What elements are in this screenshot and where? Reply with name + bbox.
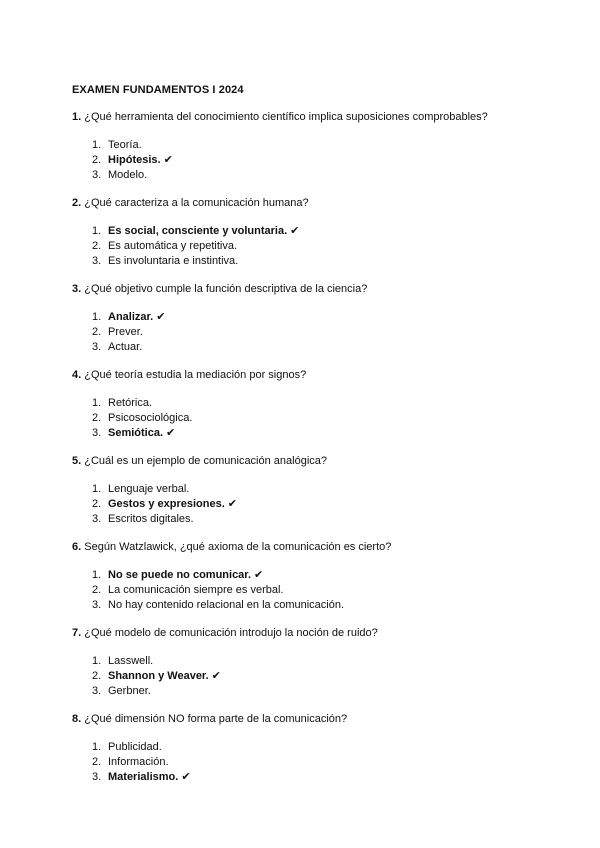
answer-option xyxy=(72,583,542,598)
option-number: 1. xyxy=(92,655,102,667)
answer-options xyxy=(72,740,542,785)
question-prompt: ¿Qué objetivo cumple la función descriptiva de la ciencia? xyxy=(84,283,368,295)
option-number: 3. xyxy=(92,169,102,181)
option-text: Retórica. xyxy=(108,397,153,409)
question-prompt: ¿Qué modelo de comunicación introdujo la noción de ruido? xyxy=(84,627,378,639)
option-text: Analizar. xyxy=(108,311,154,323)
answer-options xyxy=(72,310,542,355)
option-text: Shannon y Weaver. xyxy=(108,670,209,682)
option-text: Modelo. xyxy=(108,169,148,181)
question-number: 2. xyxy=(72,197,82,209)
question-prompt: ¿Qué teoría estudia la mediación por signos? xyxy=(84,369,307,381)
option-number: 2. xyxy=(92,756,102,768)
option-text: Materialismo. xyxy=(108,771,179,783)
answer-option-correct xyxy=(72,310,542,325)
option-text: Es involuntaria e instintiva. xyxy=(108,255,239,267)
option-number: 2. xyxy=(92,412,102,424)
question-number: 1. xyxy=(72,111,82,123)
option-number: 2. xyxy=(92,154,102,166)
question-prompt: ¿Qué caracteriza a la comunicación humana? xyxy=(84,197,309,209)
answer-option xyxy=(72,411,542,426)
answer-options xyxy=(72,568,542,613)
question-number: 7. xyxy=(72,627,82,639)
option-number: 1. xyxy=(92,483,102,495)
option-text: Es automática y repetitiva. xyxy=(108,240,238,252)
option-text: La comunicación siempre es verbal. xyxy=(108,584,284,596)
question-list xyxy=(72,110,542,798)
option-text: Lasswell. xyxy=(108,655,154,667)
option-number: 1. xyxy=(92,741,102,753)
question-prompt: Según Watzlawick, ¿qué axioma de la comunicación es cierto? xyxy=(84,541,392,553)
option-number: 3. xyxy=(92,685,102,697)
check-mark-icon: ✔ xyxy=(156,311,166,323)
option-number: 3. xyxy=(92,341,102,353)
question-text xyxy=(72,196,542,211)
question-text xyxy=(72,368,542,383)
answer-option-correct xyxy=(72,153,542,168)
option-text: Lenguaje verbal. xyxy=(108,483,190,495)
answer-option-correct xyxy=(72,426,542,441)
answer-option xyxy=(72,654,542,669)
answer-option xyxy=(72,755,542,770)
answer-option xyxy=(72,598,542,613)
question-text xyxy=(72,282,542,297)
option-number: 2. xyxy=(92,670,102,682)
option-text: Gestos y expresiones. xyxy=(108,498,225,510)
question-4 xyxy=(72,368,542,441)
answer-option xyxy=(72,325,542,340)
option-text: No hay contenido relacional en la comunicación. xyxy=(108,599,345,611)
option-text: Escritos digitales. xyxy=(108,513,194,525)
question-prompt: ¿Cuál es un ejemplo de comunicación analógica? xyxy=(84,455,328,467)
option-number: 3. xyxy=(92,427,102,439)
option-number: 2. xyxy=(92,240,102,252)
answer-option xyxy=(72,254,542,269)
question-prompt: ¿Qué dimensión NO forma parte de la comunicación? xyxy=(84,713,348,725)
page-title: EXAMEN FUNDAMENTOS I 2024 xyxy=(72,84,244,96)
option-text: No se puede no comunicar. xyxy=(108,569,252,581)
answer-option-correct xyxy=(72,224,542,239)
option-number: 1. xyxy=(92,397,102,409)
option-text: Actuar. xyxy=(108,341,143,353)
option-number: 3. xyxy=(92,255,102,267)
question-number: 6. xyxy=(72,541,82,553)
option-number: 3. xyxy=(92,513,102,525)
option-text: Teoría. xyxy=(108,139,142,151)
answer-option xyxy=(72,482,542,497)
answer-options xyxy=(72,138,542,183)
option-text: Gerbner. xyxy=(108,685,151,697)
answer-option-correct xyxy=(72,770,542,785)
answer-options xyxy=(72,224,542,269)
question-number: 5. xyxy=(72,455,82,467)
option-text: Psicosociológica. xyxy=(108,412,193,424)
question-text xyxy=(72,626,542,641)
question-number: 3. xyxy=(72,283,82,295)
answer-options xyxy=(72,482,542,527)
answer-option xyxy=(72,396,542,411)
check-mark-icon: ✔ xyxy=(211,670,221,682)
question-1 xyxy=(72,110,542,183)
check-mark-icon: ✔ xyxy=(181,771,191,783)
check-mark-icon: ✔ xyxy=(290,225,300,237)
question-7 xyxy=(72,626,542,699)
answer-option-correct xyxy=(72,497,542,512)
check-mark-icon: ✔ xyxy=(166,427,176,439)
question-text xyxy=(72,454,542,469)
question-number: 8. xyxy=(72,713,82,725)
answer-option xyxy=(72,512,542,527)
answer-option xyxy=(72,138,542,153)
option-number: 1. xyxy=(92,569,102,581)
question-8 xyxy=(72,712,542,785)
answer-options xyxy=(72,654,542,699)
answer-options xyxy=(72,396,542,441)
option-number: 1. xyxy=(92,225,102,237)
answer-option xyxy=(72,168,542,183)
option-number: 3. xyxy=(92,771,102,783)
answer-option-correct xyxy=(72,568,542,583)
option-number: 2. xyxy=(92,584,102,596)
question-text xyxy=(72,110,542,125)
option-text: Semiótica. xyxy=(108,427,164,439)
answer-option xyxy=(72,340,542,355)
question-text xyxy=(72,540,542,555)
check-mark-icon: ✔ xyxy=(163,154,173,166)
question-3 xyxy=(72,282,542,355)
check-mark-icon: ✔ xyxy=(254,569,264,581)
option-number: 2. xyxy=(92,326,102,338)
question-text xyxy=(72,712,542,727)
option-text: Hipótesis. xyxy=(108,154,161,166)
option-number: 3. xyxy=(92,599,102,611)
option-number: 1. xyxy=(92,139,102,151)
option-number: 2. xyxy=(92,498,102,510)
question-5 xyxy=(72,454,542,527)
answer-option xyxy=(72,684,542,699)
option-text: Prever. xyxy=(108,326,143,338)
answer-option-correct xyxy=(72,669,542,684)
question-2 xyxy=(72,196,542,269)
answer-option xyxy=(72,740,542,755)
option-number: 1. xyxy=(92,311,102,323)
answer-option xyxy=(72,239,542,254)
option-text: Es social, consciente y voluntaria. xyxy=(108,225,288,237)
option-text: Información. xyxy=(108,756,169,768)
check-mark-icon: ✔ xyxy=(227,498,237,510)
option-text: Publicidad. xyxy=(108,741,162,753)
question-prompt: ¿Qué herramienta del conocimiento científico implica suposiciones comprobables? xyxy=(84,111,488,123)
question-6 xyxy=(72,540,542,613)
question-number: 4. xyxy=(72,369,82,381)
